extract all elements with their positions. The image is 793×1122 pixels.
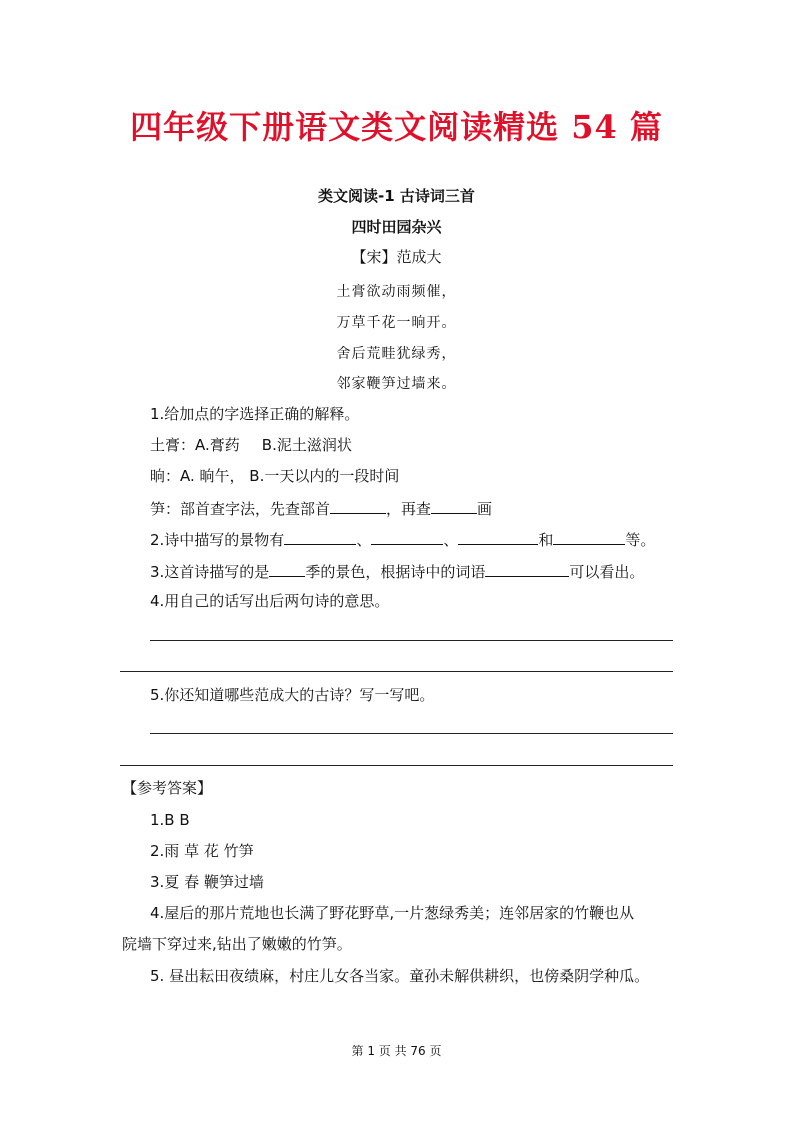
q2-text: 等。 [625, 531, 656, 549]
q2-text: 、 [443, 531, 459, 549]
poem-line: 舍后荒畦犹绿秀， [336, 346, 457, 362]
answer-heading: 【参考答案】 [122, 779, 213, 797]
question-5: 5.你还知道哪些范成大的古诗？写一写吧。 [150, 686, 435, 704]
question-2 [150, 528, 655, 550]
q2-text: 和 [538, 531, 554, 549]
poem-line: 邻家鞭笋过墙来。 [336, 376, 457, 392]
answer-4-line-1: 4.屋后的那片荒地也长满了野花野草,一片葱绿秀美；连邻居家的竹鞭也从 [150, 904, 635, 922]
answer-line[interactable] [120, 765, 673, 766]
poem-title: 四时田园杂兴 [351, 218, 442, 236]
question-4: 4.用自己的话写出后两句诗的意思。 [150, 592, 390, 610]
answer-blank[interactable] [458, 528, 538, 545]
question-1-item-c [150, 497, 492, 519]
answer-blank[interactable] [330, 497, 386, 514]
poem-line: 万草千花一晌开。 [336, 315, 457, 331]
q1c-text: ，再查 [386, 500, 432, 518]
question-1-item-b: 晌：A. 晌午， B.一天以内的一段时间 [150, 467, 400, 485]
answer-blank[interactable] [553, 528, 625, 545]
answer-3: 3.夏 春 鞭笋过墙 [150, 873, 264, 891]
answer-2: 2.雨 草 花 竹笋 [150, 842, 254, 860]
poem-author: 【宋】范成大 [351, 248, 442, 266]
answer-blank[interactable] [431, 497, 477, 514]
answer-5: 5. 昼出耘田夜绩麻，村庄儿女各当家。童孙未解供耕织，也傍桑阴学种瓜。 [150, 967, 650, 985]
question-1: 1.给加点的字选择正确的解释。 [150, 405, 360, 423]
answer-line[interactable] [150, 640, 673, 641]
option-b: B.泥土滋润状 [261, 436, 352, 454]
answer-blank[interactable] [284, 528, 356, 545]
q3-text: 3.这首诗描写的是 [150, 563, 270, 581]
answer-line[interactable] [120, 671, 673, 672]
q1c-text: 画 [477, 500, 493, 518]
q3-text: 可以看出。 [569, 563, 645, 581]
answer-blank[interactable] [269, 560, 305, 577]
q1c-text: 笋：部首查字法，先查部首 [150, 500, 331, 518]
answer-blank[interactable] [485, 560, 569, 577]
q2-text: 、 [356, 531, 372, 549]
poem-line: 土膏欲动雨频催， [336, 284, 457, 300]
page-footer: 第 1 页 共 76 页 [351, 1044, 442, 1058]
q2-text: 2.诗中描写的景物有 [150, 531, 285, 549]
option-a: 土膏：A.膏药 [150, 436, 240, 454]
section-title: 类文阅读-1 古诗词三首 [318, 187, 475, 205]
answer-blank[interactable] [371, 528, 443, 545]
answer-1: 1.B B [150, 811, 190, 829]
answer-4-line-2: 院墙下穿过来,钻出了嫩嫩的竹笋。 [122, 935, 352, 953]
question-3 [150, 560, 644, 582]
answer-line[interactable] [150, 733, 673, 734]
page-title: 四年级下册语文类文阅读精选 54 篇 [130, 108, 663, 146]
question-1-item-a [150, 435, 352, 455]
q3-text: 季的景色，根据诗中的词语 [305, 563, 486, 581]
